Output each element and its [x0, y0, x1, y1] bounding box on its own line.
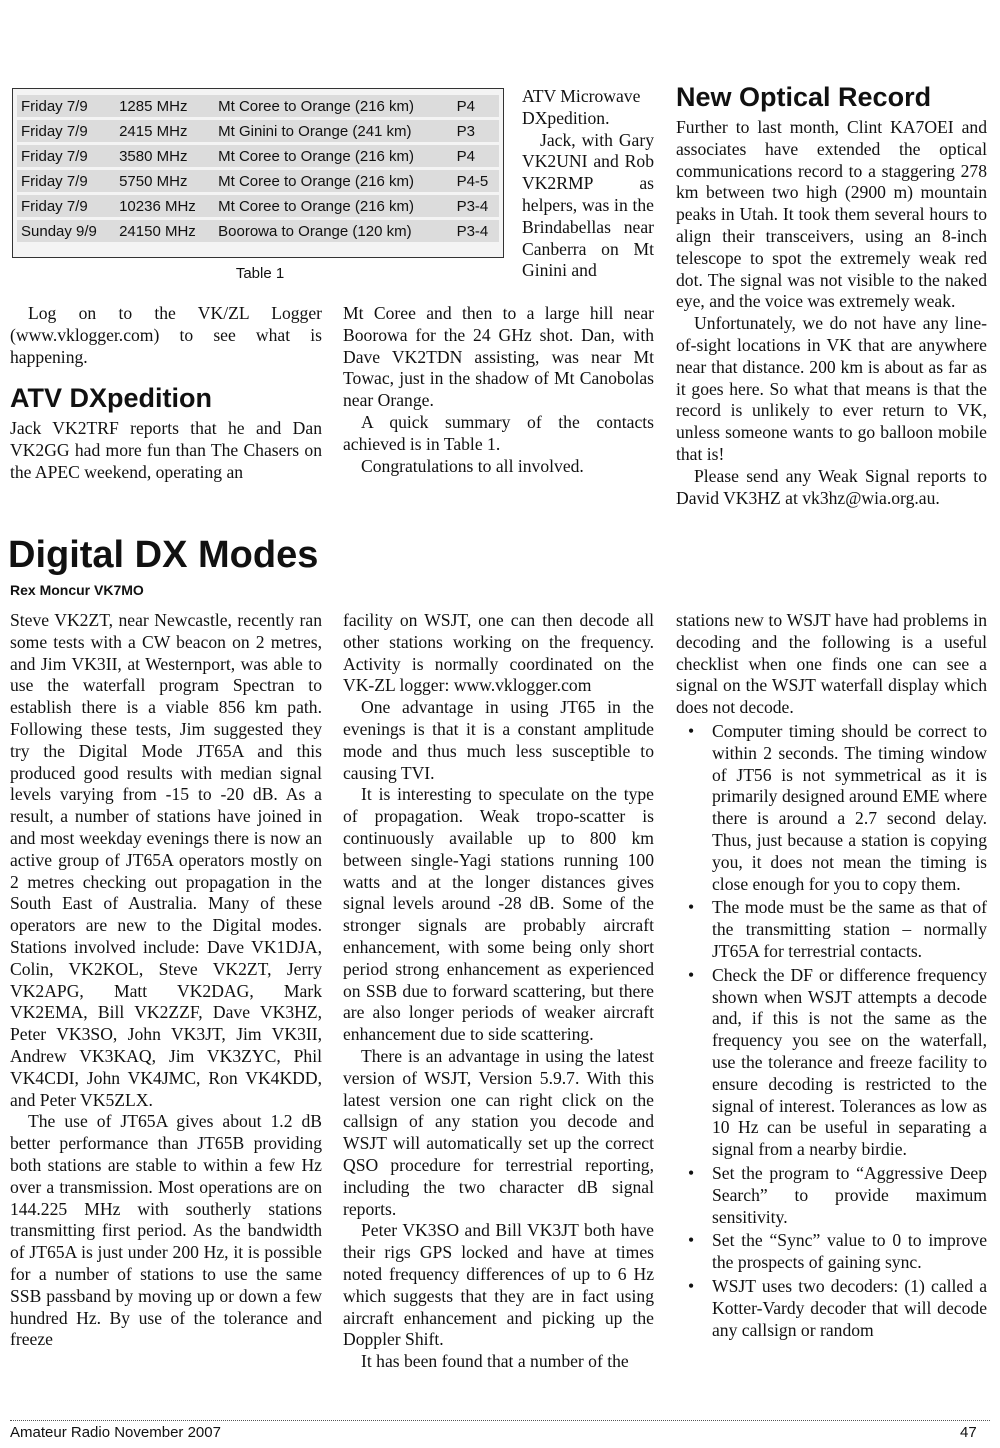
checklist-item: • Set the program to “Aggressive Deep Search” to provide maximum sensitivity.: [676, 1163, 987, 1228]
cell-path: Mt Coree to Orange (216 km): [214, 170, 452, 192]
atv-intro: [10, 418, 322, 483]
frequency-table: [12, 88, 504, 258]
cell-frequency: 3580 MHz: [115, 145, 214, 167]
cell-day: Friday 7/9: [17, 170, 115, 192]
optical-paragraph-1: Further to last month, Clint KA7OEI and associates have extended the optical communications record to a staggering 278 km between two high (2900 m) mountain peaks in Utah. It took them several hours to align their transceivers, using an 8-inch telescope to spot the extremely weak red dot. The signal was not visible to the naked eye, and the voice was extremely weak.: [676, 117, 987, 312]
cell-frequency: 5750 MHz: [115, 170, 214, 192]
cell-day: Friday 7/9: [17, 145, 115, 167]
page-number: 47: [960, 1424, 977, 1441]
atv-paragraph-4: A quick summary of the contacts achieved is in Table 1.: [343, 411, 654, 454]
digital-column-2: [343, 610, 654, 1373]
cell-day: Friday 7/9: [17, 120, 115, 142]
cell-path: Mt Coree to Orange (216 km): [214, 95, 452, 117]
atv-heading: ATV DXpedition: [10, 383, 212, 413]
checklist-item: • Computer timing should be correct to within 2 seconds. The timing window of JT56 is not symmetrical as it is primarily designed around EME where there is around a 2.7 second delay. Thus, just because a station is copying you, it does not mean the timing is close enough for you to copy them.: [676, 721, 987, 895]
digital-column-1: [10, 610, 322, 1351]
table-caption: Table 1: [235, 265, 285, 282]
checklist-item: • WSJT uses two decoders: (1) called a Kotter-Vardy decoder that will decode any callsign or random: [676, 1276, 987, 1341]
contacts-table: [17, 92, 499, 245]
digital-heading: Digital DX Modes: [8, 534, 319, 576]
cell-report: P4-5: [453, 170, 499, 192]
cell-frequency: 24150 MHz: [115, 220, 214, 242]
cell-day: Friday 7/9: [17, 95, 115, 117]
optical-paragraph-3: Please send any Weak Signal reports to David VK3HZ at vk3hz@wia.org.au.: [676, 465, 987, 508]
author-byline: Rex Moncur VK7MO: [10, 582, 144, 598]
atv-paragraph-1: ATV Microwave DXpedition.: [522, 86, 641, 128]
cell-frequency: 10236 MHz: [115, 195, 214, 217]
footer-publication: Amateur Radio November 2007: [10, 1424, 221, 1441]
digital-c2-paragraph-1: facility on WSJT, one can then decode all other stations working on the frequency. Activity is normally coordinated on the VK-ZL logger: www.vklogger.com: [343, 610, 654, 696]
table-row: [17, 220, 499, 242]
atv-column-2-lower: [343, 303, 654, 477]
cell-path: Mt Coree to Orange (216 km): [214, 145, 452, 167]
cell-report: P3: [453, 120, 499, 142]
cell-day: Sunday 9/9: [17, 220, 115, 242]
digital-c1-paragraph-2: The use of JT65A gives about 1.2 dB better performance than JT65B providing both stations are stable to within a few Hz over a transmission. Most operations are on 144.225 MHz with southerly stations transmitting first period. As the bandwidth of JT65A is just under 200 Hz, it is possible for a number of stations to use the same SSB passband by moving up or down a few hundred Hz. By use of the tolerance and freeze: [10, 1111, 322, 1350]
digital-c1-paragraph-1: Steve VK2ZT, near Newcastle, recently ran some tests with a CW beacon on 2 metres, and Jim VK3II, at Westernport, was able to use the waterfall program Spectran to establish there is a viable 856 km path. Following these tests, Jim suggested they try the Digital Mode JT65A and this produced good results with median signal levels varying from -15 to -20 dB. As a result, a number of stations have joined in and most weekday evenings there is now an active group of JT65A operators mostly on 2 metres checking out propagation in the South East of Australia. Many of these operators are new to the Digital modes. Stations involved include: Dave VK1DJA, Colin, VK2KOL, Steve VK2ZT, Jerry VK2APG, Matt VK2DAG, Mark VK2EMA, Bill VK2ZZF, Dave VK3HZ, Peter VK3SO, John VK3JT, Jim VK3II, Andrew VK3KAQ, Jim VK3ZYC, Phil VK4CDI, John VK4JMC, Ron VK4KDD, and Peter VK5ZLX.: [10, 610, 322, 1110]
table-row: [17, 145, 499, 167]
cell-path: Mt Coree to Orange (216 km): [214, 195, 452, 217]
cell-report: P4: [453, 95, 499, 117]
cell-report: P3-4: [453, 195, 499, 217]
digital-c2-paragraph-4: There is an advantage in using the latest version of WSJT, Version 5.9.7. With this latest version one can right click on the callsign of any station you decode and WSJT will automatically set up the correct QSO procedure for terrestrial reporting, including the two character dB signal reports.: [343, 1045, 654, 1219]
atv-intro-text: Jack VK2TRF reports that he and Dan VK2GG had more fun than The Chasers on the APEC weekend, operating an: [10, 418, 322, 482]
footer-rule: [10, 1420, 990, 1421]
logon-text: Log on to the VK/ZL Logger (www.vklogger.com) to see what is happening.: [10, 303, 322, 367]
digital-c2-paragraph-6: It has been found that a number of the: [361, 1351, 629, 1372]
atv-paragraph-2: Jack, with Gary VK2UNI and Rob VK2RMP as helpers, was in the Brindabellas near Canberra on Mt Ginini and: [522, 129, 654, 281]
table-row: [17, 120, 499, 142]
digital-c3-paragraph-1: stations new to WSJT have had problems in decoding and the following is a useful checklist when one finds one can see a signal on the WSJT waterfall display which does not decode.: [676, 610, 987, 718]
cell-frequency: 2415 MHz: [115, 120, 214, 142]
table-row: [17, 195, 499, 217]
cell-report: P3-4: [453, 220, 499, 242]
atv-column-2: [522, 86, 654, 282]
cell-path: Mt Ginini to Orange (241 km): [214, 120, 452, 142]
cell-frequency: 1285 MHz: [115, 95, 214, 117]
cell-report: P4: [453, 145, 499, 167]
table-row: [17, 95, 499, 117]
cell-path: Boorowa to Orange (120 km): [214, 220, 452, 242]
checklist-item: • The mode must be the same as that of the transmitting station – normally JT65A for terrestrial contacts.: [676, 897, 987, 962]
optical-column: [676, 117, 987, 509]
digital-c2-paragraph-3: It is interesting to speculate on the type of propagation. Weak tropo-scatter is continuously available up to 800 km between single-Yagi stations running 100 watts and at the longer distances gives signal levels around -28 dB. Some of the stronger signals are probably aircraft enhancement, with some being only short period strong enhancement as experienced on SSB due to forward scattering, but there are also longer periods of weaker aircraft enhancement due to side scattering.: [343, 784, 654, 1045]
checklist-item: • Check the DF or difference frequency shown when WSJT attempts a decode and, if this is not the same as the frequency you see on the waterfall, use the tolerance and freeze facility to ensure decoding is restricted to the signal of interest. Tolerances as low as 10 Hz can be useful in separating a signal from a nearby birdie.: [676, 965, 987, 1161]
digital-column-3: [676, 610, 987, 1341]
table-row: [17, 170, 499, 192]
atv-paragraph-5: Congratulations to all involved.: [361, 455, 584, 476]
digital-c2-paragraph-5: Peter VK3SO and Bill VK3JT both have their rigs GPS locked and have at times noted frequency differences of up to 6 Hz which suggests that they are in fact using aircraft enhancement and picking up the Doppler Shift.: [343, 1220, 654, 1350]
optical-heading: New Optical Record: [676, 82, 932, 112]
atv-paragraph-3: Mt Coree and then to a large hill near Boorowa for the 24 GHz shot. Dan, with Dave VK2TDN assisting, was near Mt Towac, just in the shadow of Mt Canobolas near Orange.: [343, 303, 654, 411]
checklist-item: • Set the “Sync” value to 0 to improve the prospects of gaining sync.: [676, 1230, 987, 1274]
optical-paragraph-2: Unfortunately, we do not have any line-of-sight locations in VK that are anywhere near that distance. 200 km is about as far as it goes here. So what that means is that the record is unlikely to ever return to VK, unless someone wants to go balloon mobile that is!: [676, 313, 987, 464]
checklist: [676, 721, 987, 1341]
logger-paragraph: [10, 303, 322, 368]
digital-c2-paragraph-2: One advantage in using JT65 in the evenings is that it is a constant amplitude mode and thus much less susceptible to causing TVI.: [343, 697, 654, 783]
cell-day: Friday 7/9: [17, 195, 115, 217]
